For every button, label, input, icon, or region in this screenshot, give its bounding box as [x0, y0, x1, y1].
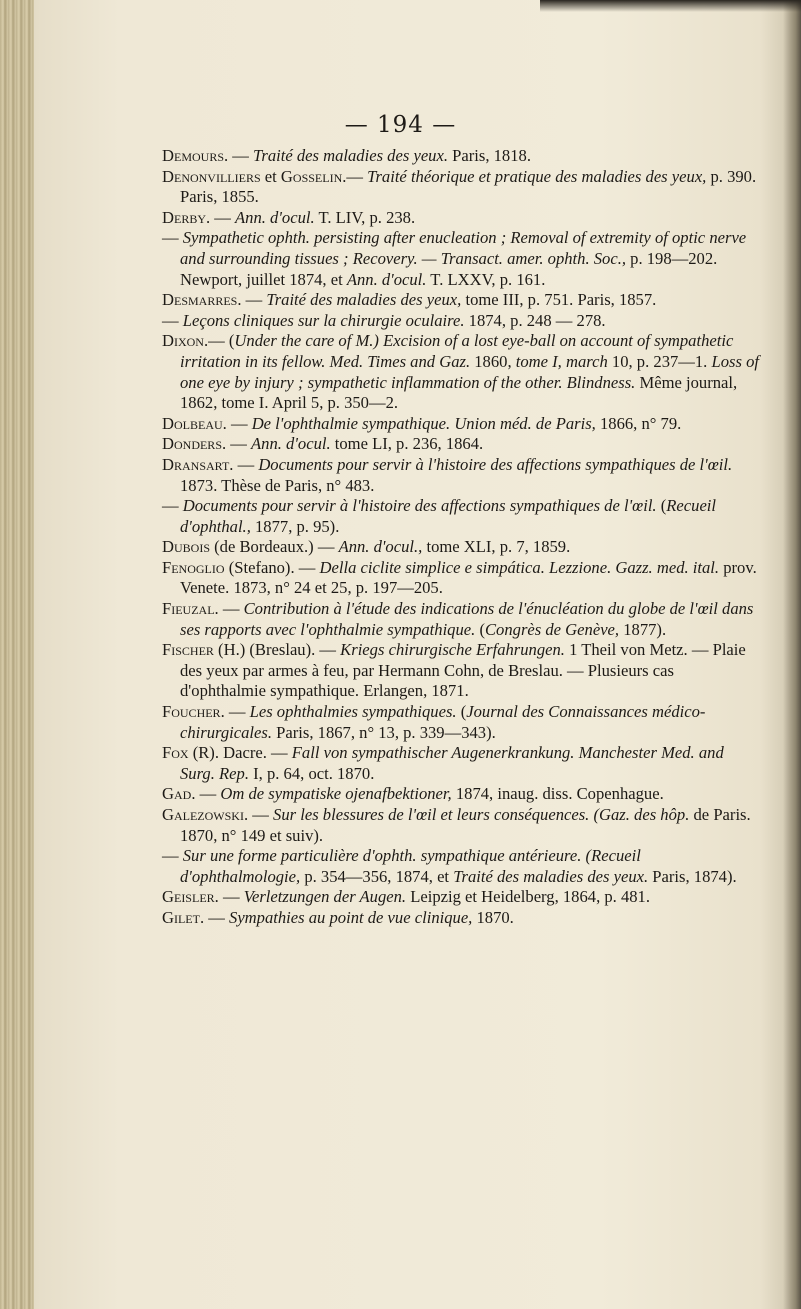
entry-text: 1873. Thèse de Paris, n° 483.: [180, 475, 375, 495]
entry-text: tome III, p. 751. Paris, 1857.: [461, 290, 657, 310]
entry-text: —: [162, 496, 183, 516]
entry-text: I, p. 64, oct. 1870.: [248, 763, 375, 783]
entry-text: —: [162, 846, 183, 866]
entry-title: Loss of one eye by injury ; sympathetic inflammation of the other. Blindness.: [180, 351, 759, 392]
entry-title: Della ciclite simplice e simpática. Lezzione. Gazz. med. ital.: [319, 557, 720, 577]
entry-title: Traité des maladies des yeux.: [253, 146, 448, 165]
bibliography-entry: [162, 434, 762, 455]
entry-title: Leçons cliniques sur la chirurgie oculaire.: [182, 310, 465, 330]
entry-text: —: [224, 702, 250, 722]
page-binding: [0, 0, 34, 1309]
entry-text: —: [162, 228, 183, 248]
bibliography-entry: [162, 908, 762, 929]
entry-author: Fox: [162, 743, 189, 763]
entry-text: T. LIV, p. 238.: [314, 207, 416, 227]
entry-text: —: [210, 207, 236, 227]
entry-title: De l'ophthalmie sympathique. Union méd. de Paris,: [251, 413, 596, 433]
entry-text: —: [241, 290, 267, 310]
page-edge: [783, 0, 801, 1309]
entry-text: (H.) (Breslau). —: [213, 640, 341, 660]
entry-author: Dransart.: [162, 454, 234, 474]
bibliography-entry: [162, 146, 762, 167]
entry-text: —: [218, 887, 244, 907]
entry-author: Dubois: [162, 537, 210, 557]
entry-author: Foucher.: [162, 702, 225, 722]
entry-title: Traité des maladies des yeux,: [266, 290, 462, 310]
bibliography-entry: [162, 311, 762, 332]
entry-text: Leipzig et Heidelberg, 1864, p. 481.: [406, 887, 650, 907]
entry-title: Documents pour servir à l'histoire des affections sympathiques de l'œil.: [182, 496, 657, 516]
entry-author: Fieuzal.: [162, 599, 219, 619]
entry-title: tome I, march: [515, 351, 608, 371]
entry-text: 1860,: [470, 351, 516, 371]
bibliography-entry: [162, 455, 762, 496]
entry-title: Ann. d'ocul.: [251, 434, 331, 454]
entry-text: — (: [208, 331, 235, 351]
entry-text: Paris, 1874).: [648, 866, 737, 886]
entry-text: p. 390. Paris, 1855.: [180, 166, 757, 207]
entry-text: p. 354—356, 1874, et: [300, 866, 454, 886]
entry-text: —: [346, 166, 368, 186]
entry-text: (de Bordeaux.) —: [210, 537, 339, 557]
entry-text: tome LI, p. 236, 1864.: [330, 434, 484, 454]
entry-text: —: [162, 310, 183, 330]
entry-text: —: [204, 907, 230, 927]
top-shadow: [540, 0, 801, 12]
entry-text: (R). Dacre. —: [188, 743, 292, 763]
entry-text: Paris, 1867, n° 13, p. 339—343).: [272, 722, 496, 742]
entry-author: Denonvilliers: [162, 166, 261, 186]
entry-title: Ann. d'ocul.: [235, 207, 315, 227]
bibliography-entry: [162, 887, 762, 908]
entry-text: 10, p. 237—1.: [607, 351, 712, 371]
bibliography-entry: [162, 537, 762, 558]
bibliography-entry: [162, 640, 762, 702]
bibliography-entry: [162, 290, 762, 311]
entry-text: —: [248, 805, 274, 824]
entry-title: Traité théorique et pratique des maladies des yeux,: [367, 166, 707, 186]
entry-text: 1877).: [619, 619, 667, 639]
entry-author: Dolbeau.: [162, 413, 227, 433]
bibliography-entry: [162, 702, 762, 743]
entry-text: 1870.: [472, 907, 514, 927]
entry-text: —: [233, 454, 259, 474]
bibliography-entry: [162, 558, 762, 599]
bibliography-entry: [162, 208, 762, 229]
entry-title: Les ophthalmies sympathiques.: [249, 702, 457, 722]
entry-text: —: [226, 434, 252, 454]
entry-text: T. LXXV, p. 161.: [426, 269, 546, 289]
entry-text: 1877, p. 95).: [250, 516, 340, 536]
entry-title: Contribution à l'étude des indications de l'énucléation du globe de l'œil dans ses rapports avec l'ophthalmie sympathique.: [180, 599, 754, 639]
bibliography-entry: [162, 784, 762, 805]
entry-author: Desmarres.: [162, 290, 242, 310]
entry-author: Gosselin.: [280, 166, 347, 186]
entry-title: Sympathetic ophth. persisting after enucleation ; Removal of extremity of optic nerve and surrounding tissues ; Recovery. — Transact. amer. ophth. Soc.,: [180, 228, 747, 268]
entry-author: Galezowski.: [162, 805, 249, 824]
entry-text: p. 198—202. Newport, juillet 1874, et: [180, 248, 718, 289]
entry-text: de Paris. 1870, n° 149 et suiv).: [180, 805, 751, 845]
entry-text: prov. Venete. 1873, n° 24 et 25, p. 197—205.: [180, 557, 757, 598]
bibliography-entry: [162, 331, 762, 413]
entry-title: Under the care of M.) Excision of a lost eye-ball on account of sympathetic irritation in its fellow. Med. Times and Gaz.: [180, 331, 734, 371]
entry-author: Gilet.: [162, 907, 205, 927]
page-number: — 194 —: [344, 112, 457, 138]
entry-title: Fall von sympathischer Augenerkrankung. Manchester Med. and Surg. Rep.: [180, 743, 724, 783]
entry-text: 1866, n° 79.: [595, 413, 682, 433]
entry-author: Geisler.: [162, 887, 219, 907]
entry-title: Recueil d'ophthal.,: [180, 496, 717, 536]
entry-title: Sympathies au point de vue clinique,: [229, 907, 473, 927]
entry-title: Om de sympatiske ojenafbektioner,: [220, 784, 452, 804]
entry-title: Congrès de Genève,: [484, 619, 620, 639]
entry-author: Fischer: [162, 640, 214, 660]
bibliography-entry: [162, 496, 762, 537]
bibliography-entry: [162, 414, 762, 435]
entry-title: Ann. d'ocul.,: [338, 537, 423, 557]
entry-text: (Stefano). —: [224, 557, 320, 577]
entry-author: Fenoglio: [162, 557, 225, 577]
entry-text: —: [228, 146, 254, 165]
entry-text: —: [195, 784, 221, 804]
bibliography-entry: [162, 846, 762, 887]
entry-author: Donders.: [162, 434, 227, 454]
entry-title: Verletzungen der Augen.: [243, 887, 407, 907]
entry-text: (: [456, 702, 467, 722]
bibliography-entry: [162, 167, 762, 208]
entry-text: (: [475, 619, 485, 639]
bibliography-entry: [162, 228, 762, 290]
entry-author: Derby.: [162, 207, 211, 227]
entry-title: Sur une forme particulière d'ophth. sympathique antérieure. (Recueil d'ophthalmologie,: [180, 846, 641, 886]
entry-author: Demours.: [162, 146, 229, 165]
entry-text: Paris, 1818.: [448, 146, 531, 165]
bibliography-entry: [162, 805, 762, 846]
entry-text: (: [656, 496, 667, 516]
entry-text: —: [218, 599, 244, 619]
bibliography-list: [162, 146, 762, 929]
entry-text: Même journal, 1862, tome I. April 5, p. 350—2.: [180, 372, 738, 413]
entry-title: Documents pour servir à l'histoire des affections sympathiques de l'œil.: [258, 454, 733, 474]
entry-title: Journal des Connaissances médico-chirurgicales.: [180, 702, 706, 742]
entry-text: 1874, inaug. diss. Copenhague.: [451, 784, 664, 804]
entry-author: Gad.: [162, 784, 196, 804]
entry-text: 1 Theil von Metz. — Plaie des yeux par armes à feu, par Hermann Cohn, de Breslau. — Plusieurs cas d'ophthalmie sympathique. Erlangen, 1871.: [180, 640, 746, 701]
entry-text: 1874, p. 248 — 278.: [464, 310, 606, 330]
entry-title: Sur les blessures de l'œil et leurs conséquences. (Gaz. des hôp.: [273, 805, 690, 824]
entry-title: Traité des maladies des yeux.: [453, 866, 649, 886]
bibliography-entry: [162, 599, 762, 640]
entry-text: —: [226, 413, 252, 433]
entry-title: Ann. d'ocul.: [346, 269, 427, 289]
entry-text: et: [260, 166, 281, 186]
bibliography-entry: [162, 743, 762, 784]
entry-author: Dixon.: [162, 331, 209, 351]
entry-text: tome XLI, p. 7, 1859.: [422, 537, 571, 557]
entry-title: Kriegs chirurgische Erfahrungen.: [340, 640, 565, 660]
